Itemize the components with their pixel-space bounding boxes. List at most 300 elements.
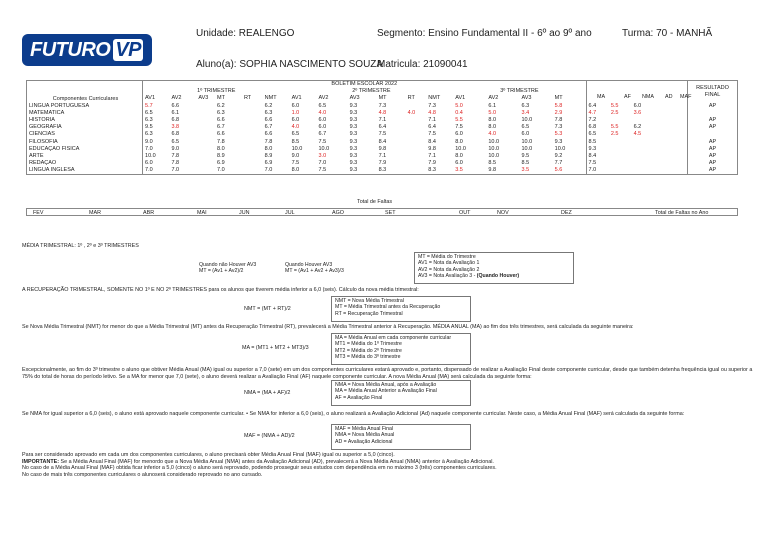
grade-cell: 6.9 (217, 160, 225, 167)
nma-formula: NMA = (MA + AF)/2 (244, 390, 291, 396)
grade-cell: 9.3 (349, 102, 358, 109)
table-row (27, 139, 738, 146)
nmt-legend (331, 296, 471, 322)
nma-text: Se NMA for igual superior a 6,0 (seis), o aluno está aprovado naquele componente curricular. • Se NMA for inferior a 6,0 (seis), o aluno realizará a Avaliação Adicional (Ad) naquele componente curricular. Neste caso, a Média Anual Final (MAF) será calculada da seguinte forma: (22, 411, 685, 417)
bulletin-table (26, 80, 738, 175)
h-av3: AV3 (198, 95, 209, 102)
grade-cell: 3.5 (520, 167, 553, 175)
grade-cell: 10.0 (521, 145, 533, 152)
af-cell: 5.5 (610, 102, 619, 109)
grade-cell (242, 167, 263, 175)
ma-cell: 8.5 (586, 139, 609, 146)
result-cell (688, 110, 738, 117)
maf-cell (669, 117, 688, 124)
grade-cell: 7.9 (428, 160, 436, 167)
subject-cell: FILOSOFIA (27, 139, 143, 146)
af-cell: 5.5 (610, 124, 619, 131)
unidade-label: Unidade: REALENGO (196, 28, 295, 39)
grade-cell: 6.0 (145, 160, 153, 167)
ad-cell (652, 110, 669, 117)
maf-formula: MAF = (NMA + AD)/2 (244, 433, 295, 439)
grade-cell: 7.8 (554, 117, 563, 124)
ad-cell (652, 139, 669, 146)
maf-cell (669, 146, 688, 153)
month-set: SET (385, 210, 396, 216)
month-out: OUT (459, 210, 471, 216)
grade-cell: 6.5 (291, 131, 300, 138)
grade-cell: 10.0 (521, 117, 533, 124)
h-av3: AV3 (349, 95, 360, 102)
month-jul: JUL (285, 210, 295, 216)
ad-cell (652, 131, 669, 138)
grade-cell: 7.3 (554, 124, 563, 131)
af-cell (609, 117, 632, 124)
grade-cell: 8.0 (488, 117, 497, 124)
formula-av3-line1: Quando Houver AV3 (285, 262, 333, 268)
grade-cell: 3.5 (453, 167, 486, 175)
af-cell (609, 139, 632, 146)
table-row (27, 124, 738, 131)
grade-cell (196, 110, 215, 117)
h-rt: RT (243, 95, 252, 102)
grade-cell: 7.8 (171, 152, 180, 159)
ma-cell: 7.5 (586, 160, 609, 167)
grade-cell: 9.0 (171, 145, 180, 152)
maf-cell (669, 153, 688, 160)
grade-cell: 6.6 (217, 117, 225, 124)
grade-cell: 9.3 (349, 152, 358, 159)
h-av2: AV2 (488, 95, 499, 102)
nma-legend-line: MA = Média Anual Anterior a Avaliação Final (335, 388, 437, 395)
nma-cell (632, 160, 653, 167)
legend-mt (414, 252, 574, 284)
grade-cell: 9.3 (349, 145, 358, 152)
result-cell: AP (688, 160, 738, 167)
formula-no-av3-line2: MT = (Av1 + Av2)/2 (199, 268, 244, 275)
grade-cell: 9.8 (428, 145, 436, 152)
subjects-header: Componentes Curriculares (52, 96, 119, 103)
grade-cell: 8.0 (217, 145, 225, 152)
grade-cell (196, 124, 215, 131)
grade-cell: 6.6 (264, 117, 273, 124)
h-av1: AV1 (455, 95, 466, 102)
ma-formula: MA = (MT1 + MT2 + MT3)/3 (242, 345, 309, 351)
grade-cell: 5.5 (455, 117, 463, 124)
matricula-label: Matricula: 21090041 (377, 59, 468, 70)
grade-cell: 7.5 (455, 124, 463, 131)
ad-cell (652, 160, 669, 167)
grade-cell: 9.0 (291, 152, 300, 159)
maf-cell (669, 160, 688, 167)
grade-cell: 6.9 (264, 160, 273, 167)
ad-cell (652, 124, 669, 131)
grade-cell: 6.3 (521, 102, 530, 109)
ma-cell: 6.4 (586, 103, 609, 110)
grade-cell: 5.8 (554, 102, 563, 109)
final-note-2-bold: IMPORTANTE: (22, 458, 60, 465)
legend-mt-bold: (Quando Houver) (476, 273, 520, 280)
grade-cell: 8.0 (488, 124, 497, 131)
result-cell (688, 131, 738, 138)
grade-cell: 10.0 (488, 152, 500, 159)
h-mt: MT (378, 95, 387, 102)
faltas-year: Total de Faltas no Ano (655, 210, 709, 216)
legend-mt-line: AV1 = Nota da Avaliação 1 (418, 260, 480, 267)
turma-label: Turma: 70 - MANHÃ (622, 28, 713, 39)
grade-cell: 9.3 (349, 131, 358, 138)
maf-legend (331, 424, 471, 450)
grade-cell: 6.2 (264, 102, 273, 109)
grade-cell (242, 139, 263, 146)
h-ma: MA (597, 94, 606, 100)
maf-cell (669, 110, 688, 117)
grade-cell: 8.9 (264, 152, 273, 159)
grade-cell (242, 153, 263, 160)
nma-legend-line: AF = Avaliação Final (335, 394, 383, 401)
ma-cell: 6.8 (586, 124, 609, 131)
h-av3: AV3 (521, 95, 532, 102)
grade-cell: 2.9 (554, 109, 563, 116)
ma-legend (331, 333, 471, 365)
nmt-legend-line: MT = Média Trimestral antes da Recuperação (335, 304, 441, 311)
grade-cell: 7.5 (317, 167, 348, 175)
month-mai: MAI (197, 210, 207, 216)
grade-cell: 5.0 (488, 109, 497, 116)
grade-cell (242, 131, 263, 138)
legend-mt-line: AV2 = Nota da Avaliação 2 (418, 266, 480, 273)
grade-cell: 5.0 (455, 102, 463, 109)
month-dez: DEZ (561, 210, 572, 216)
segmento-label: Segmento: Ensino Fundamental II - 6º ao 9º ano (377, 28, 592, 39)
formula-av3 (282, 261, 367, 278)
ma-legend-line: MA = Média Anual em cada componente curricular (335, 335, 452, 341)
grade-cell: 6.3 (145, 131, 153, 138)
ma-cell: 6.5 (586, 131, 609, 138)
grade-cell: 6.0 (455, 131, 463, 138)
ma-legend-line: MT3 = Média do 3º trimestre (335, 354, 401, 361)
result-cell: AP (688, 103, 738, 110)
result-cell: AP (688, 124, 738, 131)
grade-cell (406, 153, 427, 160)
grade-cell: 9.3 (349, 160, 358, 167)
grade-cell (242, 110, 263, 117)
grade-cell (406, 117, 427, 124)
h-nma: NMA (642, 94, 654, 100)
grade-cell: 7.5 (428, 131, 436, 138)
grade-cell: 7.0 (143, 167, 170, 175)
grade-cell: 4.8 (428, 109, 436, 116)
grade-cell: 9.8 (378, 145, 387, 152)
nma-cell: 3.6 (633, 109, 642, 116)
grade-cell (406, 139, 427, 146)
nma-cell (632, 146, 653, 153)
final-note-4: No caso de mais três componentes curriculares o alunoserá considerado reprovado no ano cursado. (22, 471, 263, 478)
grade-cell (242, 160, 263, 167)
grade-cell: 8.9 (217, 152, 225, 159)
grade-cell (242, 117, 263, 124)
grade-cell: 6.6 (171, 102, 180, 109)
grade-cell (196, 146, 215, 153)
h-av1: AV1 (145, 95, 156, 102)
nma-cell: 6.2 (633, 124, 642, 131)
grade-cell: 6.2 (217, 102, 225, 109)
grade-cell: 8.0 (455, 138, 463, 145)
grade-cell: 9.3 (349, 117, 358, 124)
grade-cell: 6.1 (171, 109, 180, 116)
subject-cell: HISTORIA (27, 117, 143, 124)
grade-cell: 7.8 (171, 160, 180, 167)
table-row (27, 131, 738, 138)
grade-cell: 7.7 (554, 160, 563, 167)
result-cell: AP (688, 153, 738, 160)
grade-cell: 10.0 (145, 152, 156, 159)
legend-mt-line: MT = Média do Trimestre (418, 254, 476, 260)
ad-cell (652, 167, 669, 175)
grade-cell: 9.3 (349, 124, 358, 131)
logo-vp-mark: VP (115, 39, 142, 61)
formula-av3-line2: MT = (Av1 + Av2 + Av3)/3 (285, 268, 344, 275)
grade-cell: 4.0 (407, 109, 416, 116)
subject-cell: EDUCAÇÃO FISICA (27, 146, 143, 153)
maf-cell (669, 167, 688, 175)
ad-cell (652, 153, 669, 160)
grade-cell: 6.7 (264, 124, 273, 131)
ma-cell: 7.2 (586, 117, 609, 124)
maf-cell (669, 139, 688, 146)
grade-cell: 5.3 (554, 131, 563, 138)
h-ad: AD (665, 94, 673, 100)
nma-legend (331, 380, 471, 406)
grade-cell: 6.7 (318, 131, 327, 138)
grade-cell: 7.1 (428, 117, 436, 124)
final-note-2: Se a Média Anual Final (MAF) for menordo que a Nova Média Anual (NMA) antes da Avaliação Adicional (AD), prevalecerá a Nova Média Anual (NMA) anterior à Avaliação Adicional. (59, 458, 494, 465)
grade-cell: 7.5 (378, 131, 387, 138)
ma-cell: 4.7 (586, 110, 609, 117)
ma-cell: 9.3 (586, 146, 609, 153)
grade-cell: 6.3 (145, 117, 153, 124)
excep-text: Excepcionalmente, ao fim do 3º trimestre o aluno que obtiver Média Anual (MA) igual ou superior a 7,0 (sete) em um dos componentes curriculares estará aprovado e, portanto, dispensado de realizar a Avaliação Final deste componente curricular, desde que também detenha frequência igual ou superior a 75% do total de horas do período letivo. Se a MA for menor que 7,0 (sete), o aluno deverá realizar a Avaliação Final (AF) naquele componente curricular. A nova Média Anual (MA) será calculada da seguinte forma: (22, 367, 753, 380)
grade-cell: 6.1 (488, 102, 497, 109)
grade-cell: 6.6 (264, 131, 273, 138)
grade-cell: 6.5 (145, 109, 153, 116)
grade-cell: 9.3 (348, 167, 377, 175)
grade-cell (196, 160, 215, 167)
result-cell: AP (688, 117, 738, 124)
month-ago: AGO (332, 210, 344, 216)
af-cell: 2.5 (610, 131, 619, 138)
grade-cell (242, 103, 263, 110)
h-mt: MT (554, 95, 563, 102)
grade-cell: 9.5 (521, 152, 530, 159)
tri1-header: 1º TRIMESTRE (197, 88, 236, 95)
af-cell (609, 160, 632, 167)
grade-cell: 10.0 (318, 145, 330, 152)
legend-mt-line: AV3 = Nota Avaliação 3 - (418, 273, 477, 280)
formula-no-av3 (196, 261, 281, 278)
result-cell: AP (688, 167, 738, 175)
af-cell (609, 146, 632, 153)
subject-cell: GEOGRAFIA (27, 124, 143, 131)
grade-cell: 6.3 (217, 109, 225, 116)
h-av2: AV2 (318, 95, 329, 102)
table-row (27, 146, 738, 153)
grade-cell (242, 146, 263, 153)
h-af: AF (624, 94, 631, 100)
grade-cell: 7.0 (215, 167, 242, 175)
tri3-header: 3º TRIMESTRE (500, 88, 539, 95)
grade-cell: 10.0 (291, 145, 303, 152)
ma-cell: 8.4 (586, 153, 609, 160)
grade-cell: 6.7 (217, 124, 225, 131)
grade-cell: 7.3 (428, 102, 436, 109)
grade-cell: 5.6 (553, 167, 586, 175)
grade-cell: 6.6 (217, 131, 225, 138)
grade-cell: 6.5 (318, 102, 327, 109)
grade-cell: 6.5 (521, 124, 530, 131)
result-header: RESULTADO FINAL (696, 85, 729, 98)
result-cell: AP (688, 146, 738, 153)
grade-cell: 6.0 (455, 160, 463, 167)
tri2-header: 2º TRIMESTRE (352, 88, 391, 95)
ma-legend-line: MT1 = Média do 1º Trimestre (335, 341, 402, 348)
grade-cell: 0.4 (455, 109, 463, 116)
month-nov: NOV (497, 210, 509, 216)
final-note-3: No caso de a Média Anual Final (MAF) obtida ficar inferior a 5,0 (cinco) o aluno será reprovado, podendo prosseguir seus estudos com dependência em no máximo 3 (três) componentes curriculares. (22, 465, 497, 472)
grade-cell: 7.5 (318, 138, 327, 145)
subject-cell: REDAÇÃO (27, 160, 143, 167)
grade-cell: 4.0 (488, 131, 497, 138)
grade-cell: 6.0 (318, 124, 327, 131)
grade-cell: 9.3 (349, 138, 358, 145)
grade-cell: 3.4 (521, 109, 530, 116)
nma-cell (632, 139, 653, 146)
grade-cell (196, 131, 215, 138)
grade-cell: 8.5 (521, 160, 530, 167)
grade-cell (406, 124, 427, 131)
h-mt: MT (217, 95, 225, 102)
grade-cell (196, 167, 215, 175)
nma-legend-line: NMA = Nova Média Anual, após a Avaliação (335, 382, 437, 388)
faltas-months-row (26, 208, 738, 216)
grade-cell: 8.5 (291, 138, 300, 145)
formula-no-av3-line1: Quando não Houver AV3 (199, 262, 257, 268)
grade-cell (196, 103, 215, 110)
grade-cell: 7.0 (263, 167, 290, 175)
grade-cell: 6.3 (264, 109, 273, 116)
grade-cell: 10.0 (488, 145, 500, 152)
grade-cell (406, 146, 427, 153)
maf-legend-line: NMA = Nova Média Anual (335, 432, 395, 439)
grade-cell: 6.8 (171, 131, 180, 138)
maf-cell (669, 124, 688, 131)
grade-cell: 7.5 (291, 160, 300, 167)
nma-cell (632, 153, 653, 160)
table-row (27, 103, 738, 110)
grade-cell: 3.8 (171, 124, 180, 131)
media-trimestral-title: MÉDIA TRIMESTRAL: 1º , 2º e 3º TRIMESTRES (22, 243, 139, 249)
grade-cell: 6.0 (291, 117, 300, 124)
grade-cell: 7.0 (169, 167, 196, 175)
grade-cell (406, 160, 427, 167)
grade-cell: 7.0 (145, 145, 153, 152)
grade-cell: 8.3 (426, 167, 453, 175)
h-nmt: NMT (428, 95, 441, 102)
subject-cell: LINGUA INGLESA (27, 167, 143, 175)
month-mar: MAR (89, 210, 101, 216)
result-cell: AP (688, 139, 738, 146)
grade-cell (196, 153, 215, 160)
h-rt: RT (407, 95, 415, 102)
grade-cell: 6.4 (378, 124, 387, 131)
grade-cell: 3.0 (318, 152, 327, 159)
grade-cell: 9.2 (554, 152, 563, 159)
nmt-formula: NMT = (MT + RT)/2 (244, 306, 291, 312)
grade-cell: 10.0 (554, 145, 566, 152)
grade-cell: 8.0 (455, 152, 463, 159)
grade-cell (406, 131, 427, 138)
grade-cell: 9.3 (349, 109, 358, 116)
nma-cell (632, 167, 653, 175)
bulletin-title: BOLETIM ESCOLAR 2022 (331, 81, 398, 88)
grade-cell: 10.0 (455, 145, 466, 152)
grade-cell (406, 167, 427, 175)
h-av1: AV1 (291, 95, 302, 102)
grade-cell: 7.1 (378, 152, 387, 159)
grade-cell: 10.0 (488, 138, 500, 145)
nmt-legend-line: RT = Recuperação Trimestral (335, 310, 403, 317)
subject-cell: LINGUA PORTUGUESA (27, 103, 143, 110)
grade-cell (242, 124, 263, 131)
grade-cell: 7.8 (264, 138, 273, 145)
grade-cell: 9.8 (486, 167, 519, 175)
grade-cell: 6.5 (171, 138, 180, 145)
final-note-1: Para ser considerado aprovado em cada um dos componentes curriculares, o aluno precisará obter Média Anual Final (MAF) igual ou superior a 5,0 (cinco). (22, 452, 395, 458)
subject-cell: ARTE (27, 153, 143, 160)
nma-cell: 6.0 (633, 102, 642, 109)
grade-cell: 8.3 (377, 167, 406, 175)
grade-cell: 7.8 (217, 138, 225, 145)
grade-cell: 5.7 (145, 102, 153, 109)
af-cell (609, 167, 632, 175)
student-name: Aluno(a): SOPHIA NASCIMENTO SOUZA (196, 59, 384, 70)
ad-cell (652, 117, 669, 124)
grade-cell: 6.8 (171, 117, 180, 124)
maf-legend-line: AD = Avaliação Adicional (335, 438, 393, 445)
ma-legend-line: MT2 = Média do 2º Trimestre (335, 347, 402, 354)
grade-cell: 8.4 (428, 138, 436, 145)
grade-cell: 7.1 (428, 152, 436, 159)
maf-cell (669, 103, 688, 110)
grade-cell (196, 117, 215, 124)
grade-cell: 7.0 (318, 160, 327, 167)
grade-cell: 4.0 (291, 124, 300, 131)
month-abr: ABR (143, 210, 155, 216)
grade-cell: 4.8 (378, 109, 387, 116)
grade-cell: 4.0 (318, 109, 327, 116)
ad-cell (652, 103, 669, 110)
grade-cell: 8.5 (488, 160, 497, 167)
grade-cell (196, 139, 215, 146)
nma-cell: 4.5 (633, 131, 642, 138)
grade-cell: 1.0 (291, 109, 300, 116)
school-logo: FUTURO VP (22, 34, 152, 66)
grade-cell: 8.0 (264, 145, 273, 152)
grade-cell: 7.9 (378, 160, 387, 167)
grade-cell: 6.0 (521, 131, 530, 138)
table-row (27, 153, 738, 160)
maf-cell (669, 131, 688, 138)
nma-cell (632, 117, 653, 124)
